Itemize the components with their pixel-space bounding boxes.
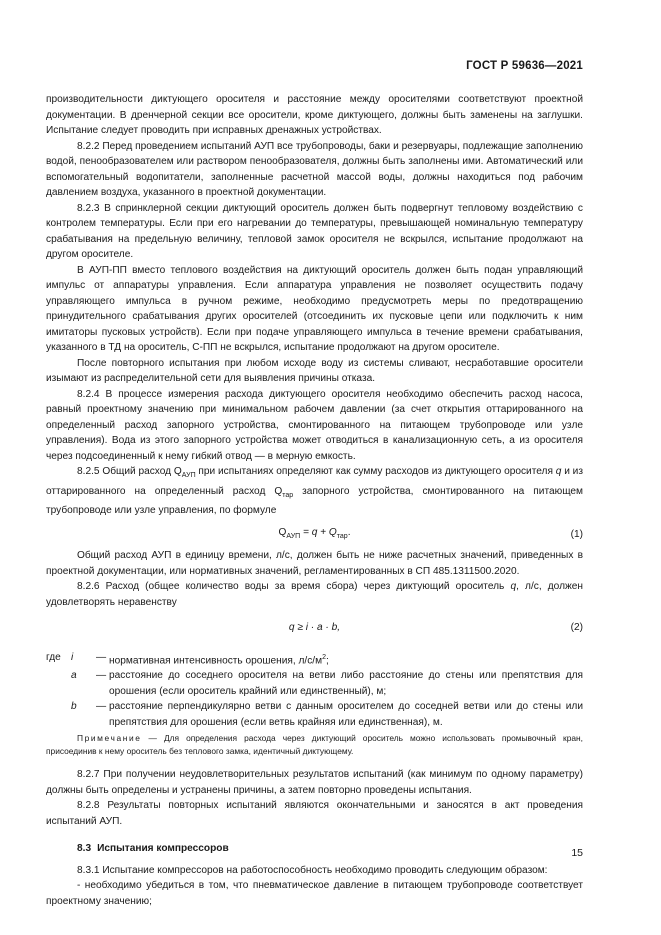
page-number: 15 — [571, 847, 583, 859]
superscript: 2 — [322, 653, 326, 661]
paragraph-8-2-5 — [46, 464, 583, 519]
paragraph-8-2-3: 8.2.3 В спринклерной секции диктующий ороситель должен быть подвергнут тепловому воздействию с контролем температуры. Если при его нагревании до температуры, превышающей номинальную температуру срабатывания на предельную величину, тепловой замок оросителя не вскрылся, испытание продолжают на другом оросителе. — [46, 202, 583, 260]
note — [46, 732, 583, 757]
definition-i — [46, 650, 583, 669]
formula-1-expression — [46, 525, 543, 545]
subscript: тар — [336, 532, 348, 540]
document-body — [46, 92, 583, 909]
definition-a — [46, 668, 583, 699]
text-span: запорного устройства, смонтированного на питающем трубопроводе или узле управления, по формуле — [46, 485, 583, 517]
formula-symbol: Q — [278, 526, 287, 538]
symbol-a: a — [71, 670, 77, 682]
text-span: нормативная интенсивность орошения, л/с/м — [109, 654, 323, 666]
section-number: 8.3 — [77, 843, 92, 855]
dash: — — [95, 701, 107, 713]
definition-a-text: расстояние до соседнего оросителя на ветви либо расстояние до стены или препятствия для орошения (если ороситель крайний или единственный), м; — [109, 670, 583, 697]
where-label: где — [46, 651, 61, 663]
definition-b — [46, 699, 583, 730]
formula-2-number: (2) — [570, 622, 583, 634]
section-title: Испытания компрессоров — [97, 843, 229, 855]
paragraph-continuation: производительности диктующего оросителя и расстояние между оросителями соответствуют проектной документации. В дренчерной секции все оросители, кроме диктующего, должны быть заменены на заглушки. Испытание следует проводить при исправных дренажных устройствах. — [46, 94, 583, 136]
paragraph-8-2-2: 8.2.2 Перед проведением испытаний АУП все трубопроводы, баки и резервуары, подлежащие заполнению водой, пенообразователем или раствором пенообразователя, должны быть заполнены ими. Автоматический или вспомогательный водопитатели, заполненные расчетной массой воды, должны находиться под рабочим давлением воздуха, указанного в проектной документации. — [46, 140, 583, 198]
text-span: при испытаниях определяют как сумму расходов из диктующего оросителя — [195, 466, 556, 477]
document-code: ГОСТ Р 59636—2021 — [466, 60, 583, 72]
formula-2 — [46, 620, 583, 636]
variable-q: q — [555, 466, 562, 477]
paragraph-8-2-7: 8.2.7 При получении неудовлетворительных результатов испытаний (как минимум по одному параметру) должны быть определены и устранены причины, а затем повторно проведены испытания. — [46, 769, 583, 796]
formula-2-expression — [46, 620, 543, 636]
formula-1 — [46, 525, 583, 545]
dash: — — [95, 670, 107, 682]
formula-end: . — [347, 526, 351, 538]
text-span: 8.2.5 Общий расход Q — [77, 466, 182, 477]
definition-i-text — [109, 650, 583, 669]
symbol-i: i — [71, 651, 74, 663]
note-label: Примечание — [77, 733, 142, 744]
formula-text: q ≥ i · a · b, — [288, 622, 341, 634]
paragraph-8-2-8: 8.2.8 Результаты повторных испытаний являются окончательными и заносятся в акт проведения испытаний АУП. — [46, 800, 583, 827]
paragraph-8-2-4: 8.2.4 В процессе измерения расхода диктующего оросителя необходимо обеспечить расход насоса, равный проектному значению при минимальном рабочем давлении (за счет открытия оттарированного на определенный расход запорного устройства, смонтированного на питающем трубопроводе или узле управления). Вода из этого запорного устройства может отводиться в канализационную сеть, а из оросителя через подсоединенный к нему гибкий отвод — в мерную емкость. — [46, 388, 583, 462]
section-heading-8-3 — [77, 841, 583, 857]
paragraph-total-flow: Общий расход АУП в единицу времени, л/с, должен быть не ниже расчетных значений, приведенных в проектной документации, или нормативных значений, регламентированных в СП 485.1311500.2020. — [46, 550, 583, 577]
dash: — — [95, 651, 107, 663]
paragraph-8-2-6 — [46, 579, 583, 610]
text-span: 8.2.6 Расход (общее количество воды за время сбора) через диктующий ороситель — [77, 581, 511, 593]
definition-b-text: расстояние перпендикулярно ветви с данным оросителем до соседней ветви или до стены или препятствия для орошения (если ветвь крайняя или единственная), м. — [109, 701, 583, 728]
paragraph-after-retest: После повторного испытания при любом исходе воду из системы сливают, несработавшие оросители изымают из распределительной сети для выявления причины отказа. — [46, 357, 583, 384]
note-text: — Для определения расхода через диктующий ороситель можно использовать промывочный кран, присоединив к нему ороситель без теплового замка, идентичный диктующему. — [46, 733, 583, 756]
paragraph-aup-pp: В АУП-ПП вместо теплового воздействия на диктующий ороситель должен быть подан управляющий импульс от аппаратуры управления. Если аппаратура управления не позволяет осуществить подачу управляющего импульса в ручном режиме, необходимо предусмотреть меры по предотвращению принудительного срабатывания других оросителей (отсоединить их пусковые цепи или подключить к ним имитаторы пусковых устройств). Если при подаче управляющего импульса в течение времени срабатывания, указанного в ТД на ороситель, С-ПП не вскрылся, испытание продолжают на другом оросителе. — [46, 264, 583, 353]
subscript: АУП — [181, 472, 196, 480]
text-span: и из оттарированного на определенный расход Q — [46, 466, 583, 497]
spacer — [46, 757, 583, 767]
formula-1-number: (1) — [570, 528, 583, 540]
subscript: АУП — [286, 532, 301, 540]
text-span: , л/с, должен удовлетворять неравенству — [46, 581, 583, 608]
text-span: ; — [325, 654, 329, 666]
paragraph-8-3-1: 8.3.1 Испытание компрессоров на работоспособность необходимо проводить следующим образом: — [77, 864, 548, 876]
symbol-b: b — [71, 701, 77, 713]
list-item: - необходимо убедиться в том, что пневматическое давление в питающем трубопроводе соответствует проектному значению; — [46, 880, 583, 907]
subscript: тар — [282, 491, 294, 499]
formula-mid: = q + Q — [300, 526, 337, 538]
variable-q: q — [510, 581, 517, 593]
